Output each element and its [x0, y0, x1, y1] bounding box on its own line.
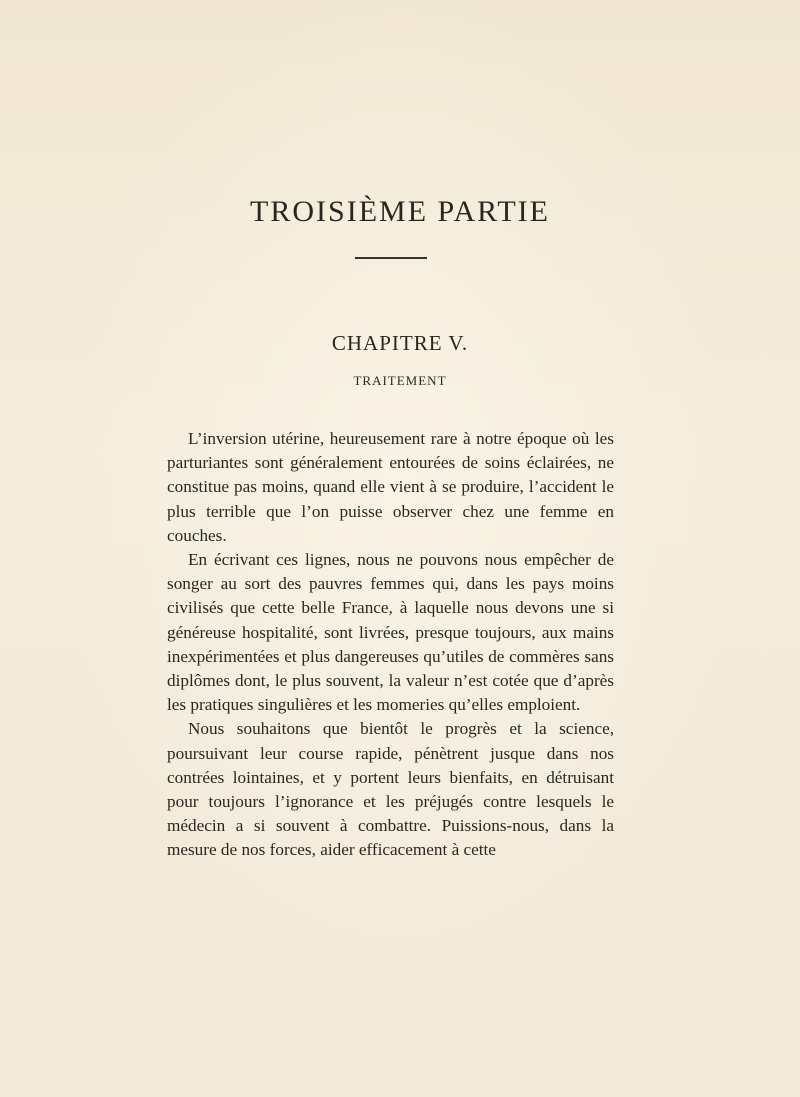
paragraph-2: En écrivant ces lignes, nous ne pouvons nous empêcher de songer au sort des pauvres femmes qui, dans les pays moins civilisés que cette belle France, à laquelle nous devons une si généreuse hospitalité, sont livrées, presque toujours, aux mains inexpérimentées et plus dangereuses qu’utiles de commères sans diplômes dont, le plus souvent, la valeur n’est cotée que d’après les pratiques singulières et les momeries qu’elles emploient.	[167, 550, 614, 715]
title-rule	[355, 257, 427, 259]
section-title: TRAITEMENT	[353, 373, 447, 388]
paragraph-3: Nous souhaitons que bientôt le progrès et la science, poursuivant leur course rapide, pénètrent jusque dans nos contrées lointaines, et y portent leurs bienfaits, en détruisant pour toujours l’ignorance et les préjugés contre lesquels le médecin a si souvent à combattre. Puissions-nous, dans la mesure de nos forces, aider efficacement à cette	[167, 719, 614, 860]
paragraph-1: L’inversion utérine, heureusement rare à notre époque où les parturiantes sont généralement entourées de soins éclairées, ne constitue pas moins, quand elle vient à se produire, l’accident le plus terrible que l’on puisse observer chez une femme en couches.	[167, 429, 614, 545]
chapter-title: CHAPITRE V.	[331, 331, 469, 355]
part-title: TROISIÈME PARTIE	[250, 195, 550, 228]
body-text	[167, 427, 614, 863]
